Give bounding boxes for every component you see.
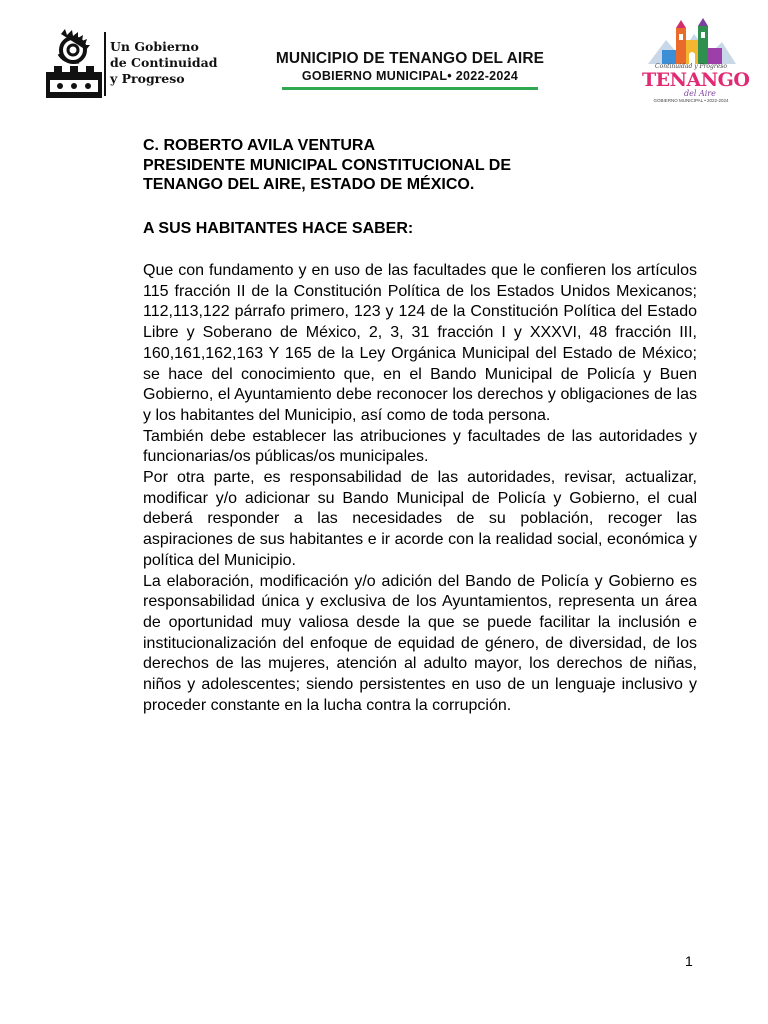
heading-line: TENANGO DEL AIRE, ESTADO DE MÉXICO. — [143, 176, 475, 193]
body-paragraph: La elaboración, modificación y/o adición del Bando de Policía y Gobierno es responsabilidad única y exclusiva de los Ayuntamientos, representa un área de oportunidad muy valiosa desde la que se puede facilitar la inclusión e institucionalización del enfoque de equidad de género, de diversidad, de los derechos de las mujeres, atención al adulto mayor, los derechos de niñas, niños y adolescentes; siendo persistentes en uso de un lenguaje inclusivo y proceder constante en la lucha contra la corrupción. — [143, 572, 697, 714]
document-heading — [143, 136, 511, 195]
logo-town-name: TENANGO — [642, 69, 750, 91]
logo-subname: del Aire — [684, 89, 716, 98]
body-paragraph: Por otra parte, es responsabilidad de las autoridades, revisar, actualizar, modificar y/o adicionar su Bando Municipal de Policía y Gobierno, el cual deberá responder a las necesidades de su población, recoger las aspiraciones de sus habitantes e ir acorde con la realidad social, económica y política del Municipio. — [143, 469, 697, 569]
logo-footer: GOBIERNO MUNICIPAL • 2022-2024 — [653, 98, 729, 103]
slogan-line: de Continuidad — [110, 55, 218, 70]
municipal-logo-icon — [642, 18, 750, 104]
slogan — [110, 39, 217, 87]
glyph-emblem-icon — [45, 28, 103, 100]
header-subtitle: GOBIERNO MUNICIPAL• 2022-2024 — [301, 69, 519, 83]
header-title: MUNICIPIO DE TENANGO DEL AIRE — [275, 50, 545, 67]
header-rule — [282, 87, 538, 90]
body-paragraph: También debe establecer las atribuciones y facultades de las autoridades y funcionarias/os públicas/os municipales. — [143, 427, 697, 466]
logo-tagline: Continuidad y Progreso — [655, 63, 727, 70]
document-body — [143, 261, 697, 716]
page-number: 1 — [685, 953, 693, 969]
announcement: A SUS HABITANTES HACE SABER: — [143, 220, 414, 237]
slogan-line: Un Gobierno — [110, 39, 199, 54]
slogan-line: y Progreso — [110, 71, 185, 86]
logo-divider — [104, 32, 106, 96]
heading-line: PRESIDENTE MUNICIPAL CONSTITUCIONAL DE — [143, 156, 512, 174]
body-paragraph: Que con fundamento y en uso de las facultades que le confieren los artículos 115 fracción II de la Constitución Política de los Estados Unidos Mexicanos; 112,113,122 párrafo primero, 123 y 124 de la Constitución Política del Estado Libre y Soberano de México, 2, 3, 31 fracción I y XXXVI, 48 fracción III, 160,161,162,163 Y 165 de la Ley Orgánica Municipal del Estado de México; se hace del conocimiento que, en el Bando Municipal de Policía y Buen Gobierno, el Ayuntamiento debe reconocer los derechos y obligaciones de las y los habitantes del Municipio, así como de toda persona. — [143, 262, 697, 424]
heading-line: C. ROBERTO AVILA VENTURA — [143, 137, 376, 154]
